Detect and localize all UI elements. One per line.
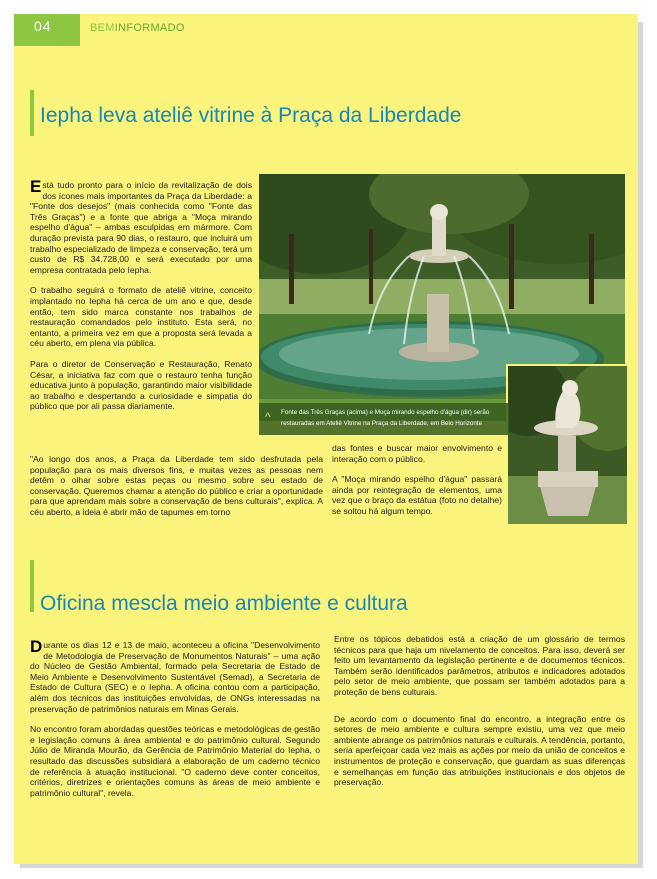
article-2-column-2 xyxy=(334,634,625,798)
article-1-column-2 xyxy=(332,443,502,527)
article-2-paragraph-2: No encontro foram abordadas questões teóricas e metodológicas de gestão e legislação comuns à área ambiental e do patrimônio cultural. Segundo Júlio de Miranda Mourão, da Gerência de Patrimônio Material do Iepha, o resultado das discussões subsidiará a elaboração de um caderno técnico de referência à atuação institucional. "O caderno deve conter conceitos, critérios, diretrizes e orientações comuns às áreas de meio ambiente e patrimônio cultural", revela. xyxy=(30,724,320,798)
page-number-box xyxy=(14,14,80,46)
caret-up-icon: ^ xyxy=(265,410,271,424)
drop-cap-2: D xyxy=(30,637,43,656)
magazine-page xyxy=(14,14,638,864)
drop-cap: E xyxy=(30,177,42,196)
photo-caption-box xyxy=(259,403,509,435)
publication-brand xyxy=(90,22,185,34)
article-1-paragraph-1-text: stá tudo pronto para o início da revitalização de dois dos ícones mais importantes da Praça da Liberdade: a "Fonte dos desejos" (mais conhecida como "Fonte das Três Graças") e a fonte que abriga a "Moça mirando espelho d'água" – ambas esculpidas em mármore. Com duração prevista para 90 dias, o restauro, que incluirá um trabalho especializado de limpeza e conservação, terá um custo de R$ 34.728,00 e será executado por uma empresa contratada pelo Iepha. xyxy=(30,180,252,275)
article-1-paragraph-3: Para o diretor de Conservação e Restauração, Renato César, a iniciativa faz com que o restauro tenha função educativa junto à população, garantindo maior visibilidade ao trabalho e despertando a curiosidade e simpatia do público que por ali passa diariamente. xyxy=(30,358,252,412)
page-shadow-bottom xyxy=(20,864,643,868)
page-shadow-right xyxy=(638,22,643,868)
article-2-paragraph-4: De acordo com o documento final do encontro, a integração entre os setores de meio ambiente e cultura sempre existiu, uma vez que meio ambiente abrange os patrimônios naturais e culturais. A tendência, portanto, seria aperfeiçoar cada vez mais as ações por meio da união de conceitos e instrumentos de proteção e conservação, que guardam as suas diferenças e semelhanças em função das atribuições institucionais e dos objetos de preservação. xyxy=(334,713,625,788)
title-accent-bar xyxy=(30,90,34,136)
article-2-title: Oficina mescla meio ambiente e cultura xyxy=(40,592,408,615)
brand-light: BEM xyxy=(90,22,115,34)
article-1-paragraph-1 xyxy=(30,177,252,275)
statue-photo xyxy=(506,364,627,524)
article-1-paragraph-4: "Ao longo dos anos, a Praça da Liberdade tem sido desfrutada pela população para os mais diversos fins, e muitas vezes as pessoas nem detêm o olhar sobre estas peças ou mesmo sobre seu estado de conservação. Queremos chamar a atenção do público e criar a oportunidade para que aprendam mais sobre a conservação de bens culturais", explica. A céu aberto, a ideia é abrir mão de tapumes em torno xyxy=(30,454,323,517)
article-1-paragraph-5: das fontes e buscar maior envolvimento e interação com o público. xyxy=(332,443,502,464)
article-1-paragraph-6: A "Moça mirando espelho d'água" passará ainda por reintegração de elementos, uma vez que o braço da estátua (foto no detalhe) se soltou há algum tempo. xyxy=(332,474,502,516)
photo-caption: Fonte das Três Graças (acima) e Moça mirando espelho d'água (dir) serão restauradas em Ateliê Vitrine na Praça da Liberdade, em Belo Horizonte xyxy=(281,409,490,427)
article-2-paragraph-3: Entre os tópicos debatidos está a criação de um glossário de termos técnicos para que haja um nivelamento de conceitos. Para isso, deverá ser feito um levantamento da legislação pertinente e de documentos técnicos. Também serão identificados parâmetros, atributos e indicadores adotados pelo setor de meio ambiente, que possam ser também adotados para a proteção de bens culturais. xyxy=(334,634,625,697)
article-1-paragraph-2: O trabalho seguirá o formato de ateliê vitrine, conceito implantado no Iepha há cerca de um ano e que, desde então, tem sido marca constante nos trabalhos de restauração comandados pelo instituto. Esta será, no entanto, a primeira vez em que a proposta será levada a céu aberto, em plena via pública. xyxy=(30,285,252,349)
article-2-paragraph-1 xyxy=(30,637,320,714)
article-1-column-1 xyxy=(30,177,252,422)
article-1-title: Iepha leva ateliê vitrine à Praça da Liberdade xyxy=(40,104,462,127)
article-2-paragraph-1-text: urante os dias 12 e 13 de maio, aconteceu a oficina "Desenvolvimento de Metodologia de Preservação de Monumentos Naturais" – uma ação do Núcleo de Gestão Ambiental, formado pela Secretaria de Estado de Meio Ambiente e Desenvolvimento Sustentável (Semad), a Secretaria de Estado de Cultura (SEC) e o Iepha. A oficina contou com a participação, além dos técnicos das instituições envolvidas, de ONGs interessadas na preservação de patrimônios naturais em Minas Gerais. xyxy=(30,640,320,714)
article-2-column-1 xyxy=(30,637,320,808)
article-1-quote-block xyxy=(30,454,323,528)
page-number: 04 xyxy=(34,18,52,34)
title-accent-bar-2 xyxy=(30,560,34,612)
brand-bold: INFORMADO xyxy=(114,22,185,34)
